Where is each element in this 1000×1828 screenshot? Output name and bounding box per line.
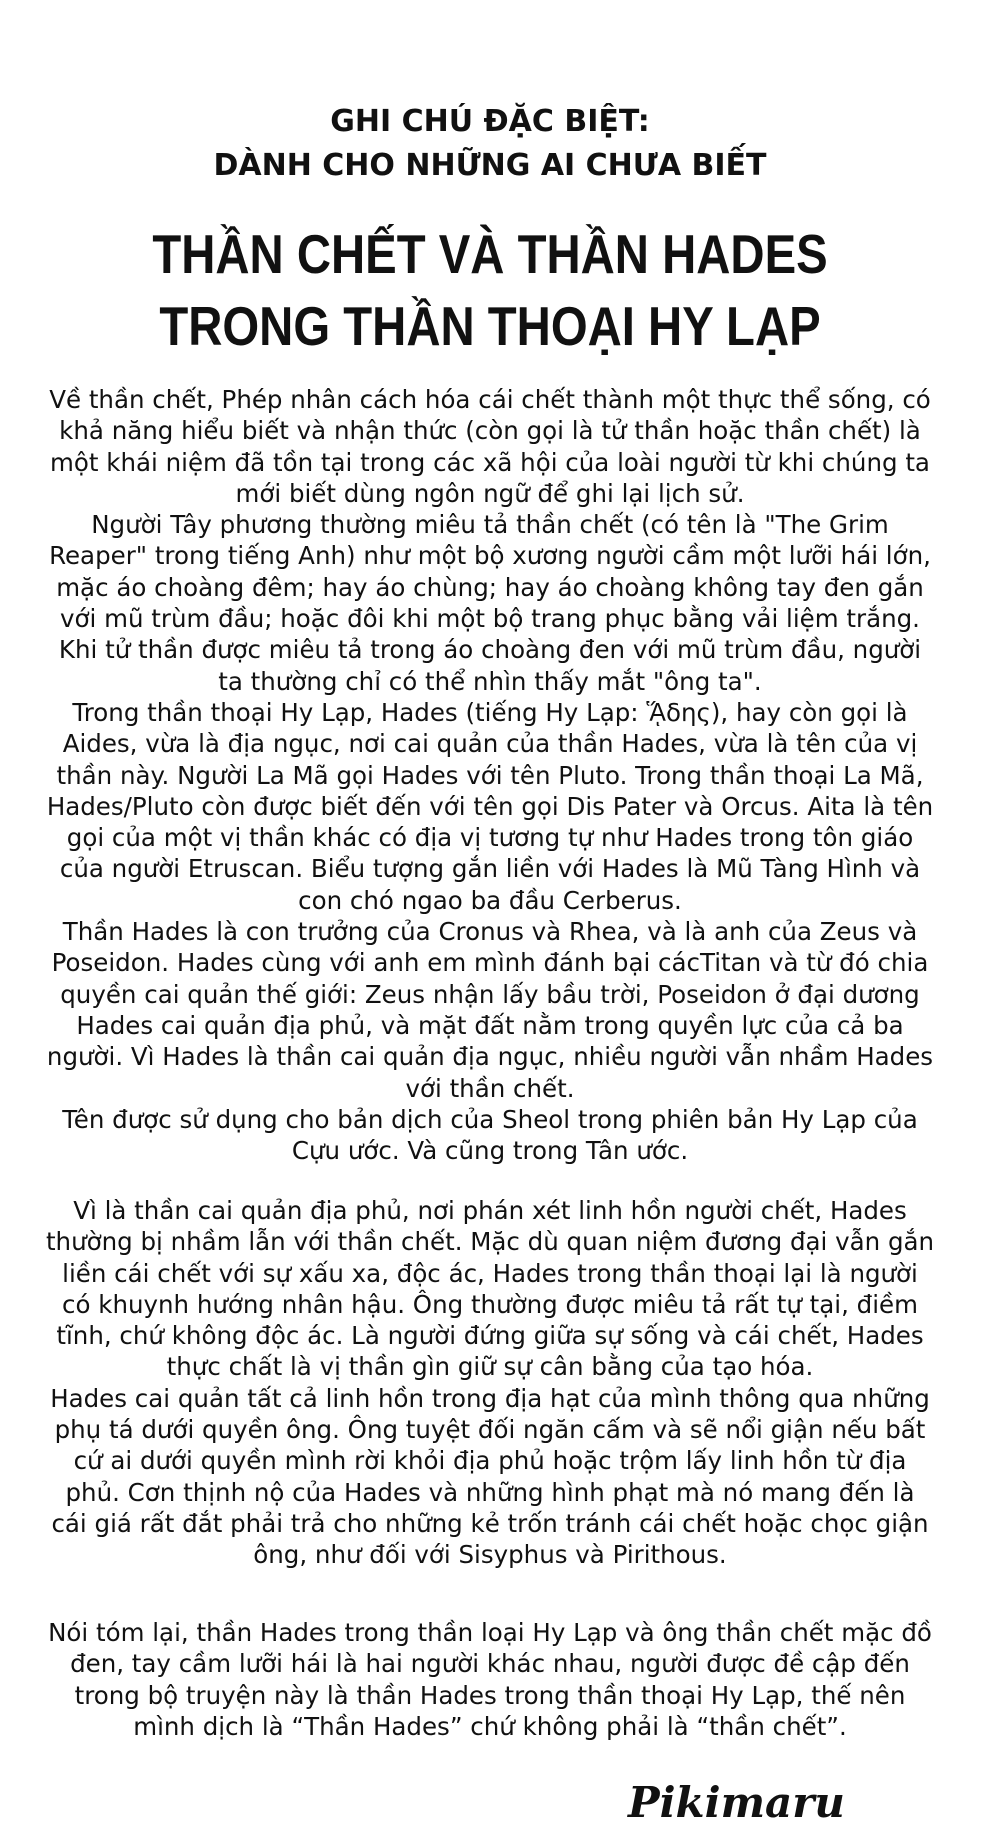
paragraph: Người Tây phương thường miêu tả thần chết (có tên là "The Grim Reaper" trong tiếng Anh) như một bộ xương người cầm một lưỡi hái lớn, mặc áo choàng đêm; hay áo chùng; hay áo choàng không tay đen gắn với mũ trùm đầu; hoặc đôi khi một bộ trang phục bằng vải liệm trắng. Khi tử thần được miêu tả trong áo choàng đen với mũ trùm đầu, người ta thường chỉ có thể nhìn thấy mắt "ông ta". (49, 510, 931, 696)
page-title-line-1: THẦN CHẾT VÀ THẦN HADES (152, 223, 828, 285)
note-heading (0, 100, 980, 188)
paragraph: Về thần chết, Phép nhân cách hóa cái chết thành một thực thể sống, có khả năng hiểu biết và nhận thức (còn gọi là tử thần hoặc thần chết) là một khái niệm đã tồn tại trong các xã hội của loài người từ khi chúng ta mới biết dùng ngôn ngữ để ghi lại lịch sử. (49, 385, 931, 508)
page-title-line-2: TRONG THẦN THOẠI HY LẠP (159, 295, 821, 357)
text-block-conclusion (45, 1617, 935, 1742)
paragraph: Thần Hades là con trưởng của Cronus và Rhea, và là anh của Zeus và Poseidon. Hades cùng với anh em mình đánh bại cácTitan và từ đó chia quyền cai quản thế giới: Zeus nhận lấy bầu trời, Poseidon ở đại dương Hades cai quản địa phủ, và mặt đất nằm trong quyền lực của cả ba người. Vì Hades là thần cai quản địa ngục, nhiều người vẫn nhầm Hades với thần chết. (46, 917, 934, 1103)
paragraph: Vì là thần cai quản địa phủ, nơi phán xét linh hồn người chết, Hades thường bị nhầm lẫn với thần chết. Mặc dù quan niệm đương đại vẫn gắn liền cái chết với sự xấu xa, độc ác, Hades trong thần thoại lại là người có khuynh hướng nhân hậu. Ông thường được miêu tả rất tự tại, điềm tĩnh, chứ không độc ác. Là người đứng giữa sự sống và cái chết, Hades thực chất là vị thần gìn giữ sự cân bằng của tạo hóa. (45, 1196, 935, 1382)
text-block-hades-nature (45, 1195, 935, 1571)
paragraph: Hades cai quản tất cả linh hồn trong địa hạt của mình thông qua những phụ tá dưới quyền ông. Ông tuyệt đối ngăn cấm và sẽ nổi giận nếu bất cứ ai dưới quyền mình rời khỏi địa phủ hoặc trộm lấy linh hồn từ địa phủ. Cơn thịnh nộ của Hades và những hình phạt mà nó mang đến là cái giá rất đắt phải trả cho những kẻ trốn tránh cái chết hoặc chọc giận ông, như đối với Sisyphus và Pirithous. (50, 1383, 930, 1570)
paragraph: Nói tóm lại, thần Hades trong thần loại Hy Lạp và ông thần chết mặc đồ đen, tay cầm lưỡi hái là hai người khác nhau, người được đề cập đến trong bộ truyện này là thần Hades trong thần thoại Hy Lạp, thế nên mình dịch là “Thần Hades” chứ không phải là “thần chết”. (48, 1618, 932, 1741)
note-heading-line-1: GHI CHÚ ĐẶC BIỆT: (330, 104, 650, 139)
paragraph: Tên được sử dụng cho bản dịch của Sheol trong phiên bản Hy Lạp của Cựu ước. Và cũng trong Tân ước. (62, 1104, 918, 1166)
text-block-death-and-hades (45, 384, 935, 1166)
page-title (69, 218, 912, 362)
paragraph: Trong thần thoại Hy Lạp, Hades (tiếng Hy Lạp: ᾍδης), hay còn gọi là Aides, vừa là địa ngục, nơi cai quản của thần Hades, vừa là tên của vị thần này. Người La Mã gọi Hades với tên Pluto. Trong thần thoại La Mã, Hades/Pluto còn được biết đến với tên gọi Dis Pater và Orcus. Aita là tên gọi của một vị thần khác có địa vị tương tự như Hades trong tôn giáo của người Etruscan. Biểu tượng gắn liền với Hades là Mũ Tàng Hình và con chó ngao ba đầu Cerberus. (46, 697, 934, 915)
note-heading-line-2: DÀNH CHO NHỮNG AI CHƯA BIẾT (213, 148, 767, 183)
translator-signature: Pikimaru (628, 1778, 845, 1827)
